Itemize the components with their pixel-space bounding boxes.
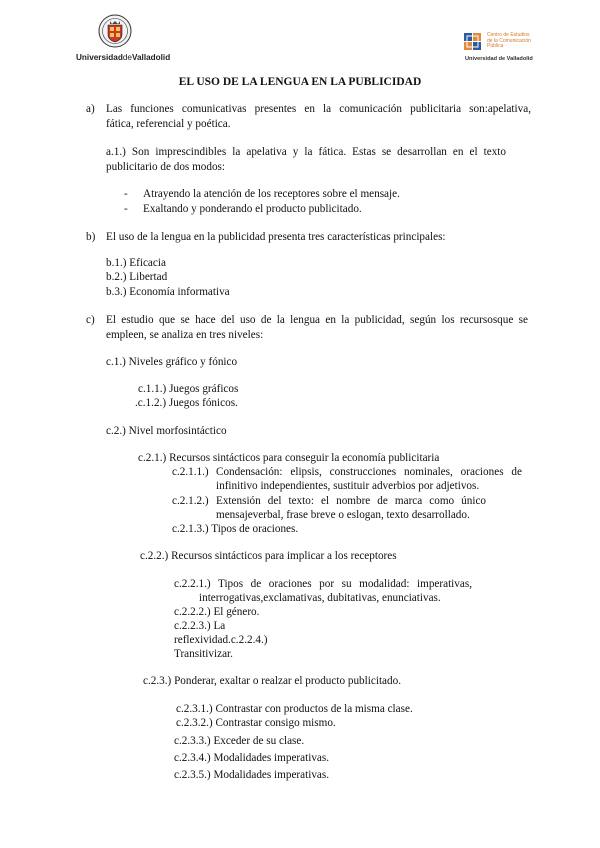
- c11-item: c.1.1.) Juegos gráficos: [138, 383, 239, 395]
- center-logo-line: de la Comunicación: [487, 37, 531, 44]
- section-a-marker: a): [86, 103, 95, 115]
- c235-item: c.2.3.5.) Modalidades imperativas.: [174, 769, 330, 781]
- center-logo-caption: Universidad de Valladolid: [465, 56, 533, 62]
- c212-line1: Extensión del texto: el nombre de marca como único: [216, 495, 486, 507]
- section-a-line2: fática, referencial y poética.: [106, 118, 231, 130]
- a1-bullet-1: Atrayendo la atención de los receptores sobre el mensaje.: [143, 188, 400, 200]
- b-item-2: b.2.) Libertad: [106, 271, 168, 283]
- section-b-line1: El uso de la lengua en la publicidad presenta tres características principales:: [106, 231, 446, 243]
- c222-item: c.2.2.2.) El género.: [174, 606, 260, 618]
- c211-line2: infinitivo independientes, sustituir adverbios por adjetivos.: [216, 480, 480, 492]
- c223-line1: c.2.2.3.) La: [174, 620, 226, 632]
- c2-heading: c.2.) Nivel morfosintáctico: [106, 425, 227, 437]
- section-c-line1: El estudio que se hace del uso de la lengua en la publicidad, según los recursosque se: [106, 314, 528, 326]
- center-logo-text: [487, 33, 531, 50]
- b-item-1: b.1.) Eficacia: [106, 257, 166, 269]
- center-logo-line: Pública: [487, 43, 504, 50]
- page-title: EL USO DE LA LENGUA EN LA PUBLICIDAD: [178, 76, 422, 88]
- center-logo-line: Centro de Estudios: [487, 32, 530, 38]
- section-b-marker: b): [86, 231, 96, 243]
- c231-item: c.2.3.1.) Contrastar con productos de la misma clase.: [176, 703, 413, 715]
- a1-bullet-2: Exaltando y ponderando el producto publicitado.: [143, 203, 362, 215]
- section-c-line2: empleen, se analiza en tres niveles:: [106, 329, 264, 341]
- c221-line1: c.2.2.1.) Tipos de oraciones por su modalidad: imperativas,: [174, 578, 472, 590]
- university-crest-icon: [98, 14, 132, 48]
- bullet-marker: -: [124, 203, 128, 215]
- c233-item: c.2.3.3.) Exceder de su clase.: [174, 735, 305, 747]
- c22-heading: c.2.2.) Recursos sintácticos para implicar a los receptores: [140, 550, 397, 562]
- c221-line2: interrogativas,exclamativas, dubitativas, enunciativas.: [199, 592, 441, 604]
- c21-heading: c.2.1.) Recursos sintácticos para conseguir la economía publicitaria: [138, 452, 440, 464]
- b-item-3: b.3.) Economía informativa: [106, 286, 230, 298]
- c211-line1: Condensación: elipsis, construcciones nominales, oraciones de: [216, 466, 522, 478]
- center-logo-icon: [464, 33, 484, 51]
- c212-line2: mensajeverbal, frase breve o eslogan, texto desarrollado.: [216, 509, 470, 521]
- c212-label: c.2.1.2.): [172, 495, 209, 507]
- c23-heading: c.2.3.) Ponderar, exaltar o realzar el producto publicitado.: [143, 675, 402, 687]
- c223-line3: Transitivizar.: [174, 648, 233, 660]
- c1-heading: c.1.) Niveles gráfico y fónico: [106, 356, 238, 368]
- c234-item: c.2.3.4.) Modalidades imperativas.: [174, 752, 330, 764]
- a1-line1: a.1.) Son imprescindibles la apelativa y la fática. Estas se desarrollan en el texto: [106, 146, 506, 158]
- c213-item: c.2.1.3.) Tipos de oraciones.: [172, 523, 299, 535]
- section-a-line1: Las funciones comunicativas presentes en la comunicación publicitaria son:apelativa,: [106, 103, 531, 115]
- bullet-marker: -: [124, 188, 128, 200]
- a1-line2: publicitario de dos modos:: [106, 161, 226, 173]
- section-c-marker: c): [86, 314, 95, 326]
- c232-item: c.2.3.2.) Contrastar consigo mismo.: [176, 717, 336, 729]
- university-name: UniversidaddeValladolid: [76, 53, 171, 62]
- c211-label: c.2.1.1.): [172, 466, 209, 478]
- c12-item: .c.1.2.) Juegos fónicos.: [135, 397, 238, 409]
- c223-line2: reflexividad.c.2.2.4.): [174, 634, 268, 646]
